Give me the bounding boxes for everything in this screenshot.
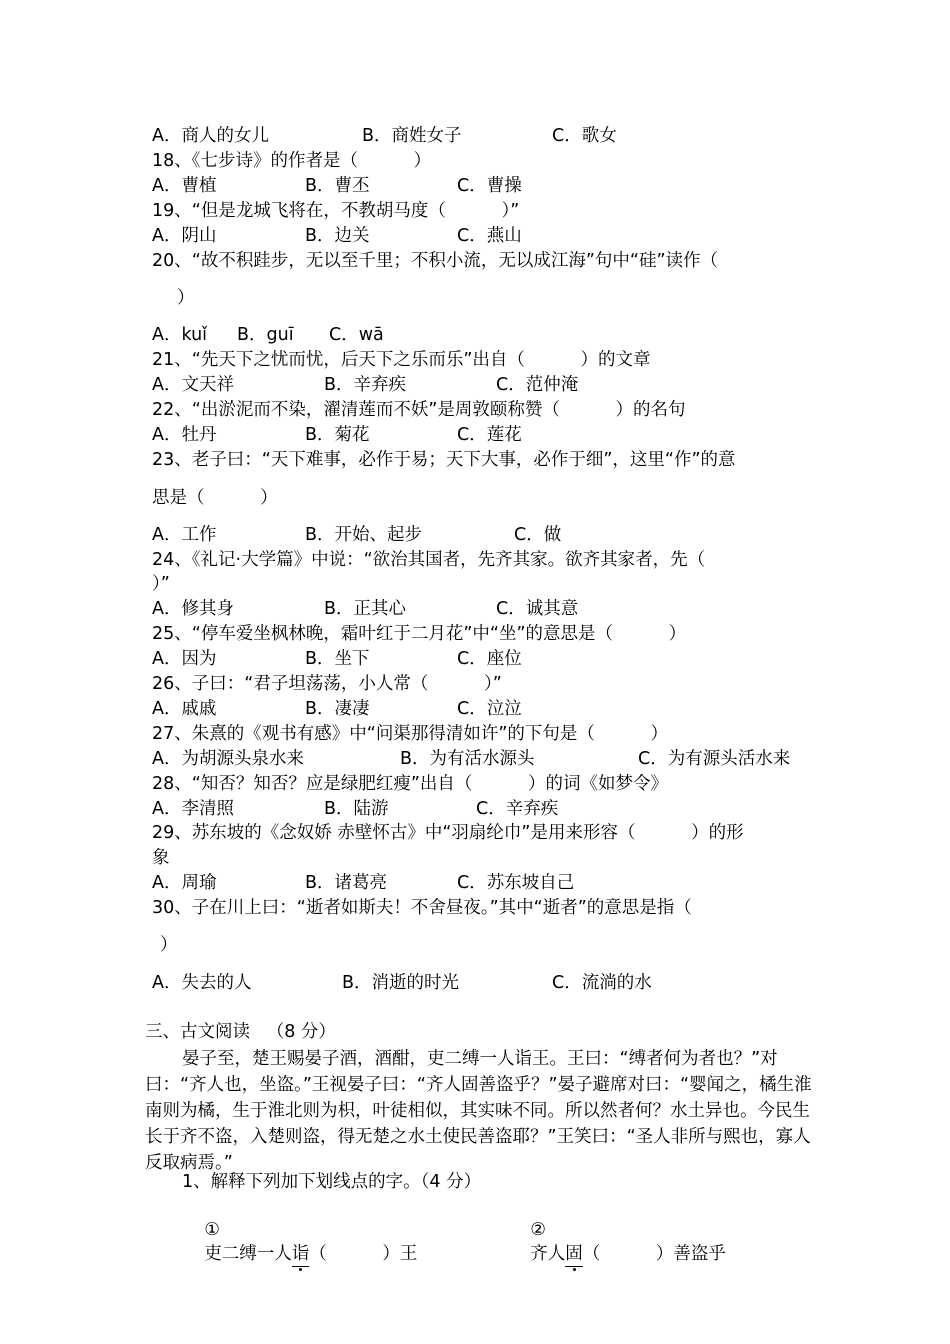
question-stem: 29、苏东坡的《念奴娇 赤壁怀古》中“羽扇纶巾”是用来形容（ ）的形 [152, 823, 744, 843]
subquestion-1: 1、解释下列加下划线点的字。（4 分） [182, 1172, 482, 1192]
option-b[interactable]: B．边关 [305, 226, 370, 246]
option-b[interactable]: B．开始、起步 [305, 525, 423, 545]
option-c[interactable]: C．辛弃疾 [476, 799, 559, 819]
option-a[interactable]: A．因为 [152, 649, 217, 669]
question-stem: 22、“出淤泥而不染，濯清莲而不妖”是周敦颐称赞（ ）的名句 [152, 400, 686, 420]
option-b[interactable]: B．辛弃疾 [324, 375, 407, 395]
gloss-item-2: ② 齐人固（ ）善盗乎 [508, 1194, 726, 1218]
option-a[interactable]: A．戚戚 [152, 699, 217, 719]
question-stem: 30、子在川上曰：“逝者如斯夫！不舍昼夜。”其中“逝者”的意思是指（ [152, 898, 692, 918]
answer-blank[interactable]: （ ） [582, 1244, 674, 1264]
option-a[interactable]: A．工作 [152, 525, 217, 545]
options-row [152, 797, 852, 821]
question-stem: 19、“但是龙城飞将在，不教胡马度（ ）” [152, 201, 520, 221]
option-c[interactable]: C．座位 [457, 649, 522, 669]
options-row [152, 697, 852, 721]
option-a[interactable]: A．阴山 [152, 226, 217, 246]
answer-blank[interactable]: （ ） [309, 1244, 400, 1264]
option-a[interactable]: A．曹植 [152, 176, 217, 196]
option-a[interactable]: A．失去的人 [152, 973, 252, 993]
option-a[interactable]: A．修其身 [152, 599, 234, 619]
section-3-title: 三、古文阅读 （8 分） [145, 1022, 336, 1042]
question-stem: 28、“知否？知否？应是绿肥红瘦”出自（ ）的词《如梦令》 [152, 774, 669, 794]
options-row [152, 647, 852, 671]
option-a[interactable]: A．商人的女儿 [152, 126, 269, 146]
question-stem-continued: 思是（ ） [152, 488, 278, 508]
question-stem: 26、子曰：“君子坦荡荡，小人常（ ）” [152, 674, 502, 694]
option-b[interactable]: B．凄凄 [305, 699, 370, 719]
option-c[interactable]: C．wā [329, 325, 384, 345]
question-stem: 27、朱熹的《观书有感》中“问渠那得清如许”的下句是（ ） [152, 724, 669, 744]
option-a[interactable]: A．周瑜 [152, 873, 217, 893]
option-c[interactable]: C．做 [514, 525, 562, 545]
option-b[interactable]: B．消逝的时光 [342, 973, 460, 993]
option-a[interactable]: A．李清照 [152, 799, 234, 819]
option-b[interactable]: B．坐下 [305, 649, 370, 669]
dotted-char: 诣 [292, 1242, 310, 1267]
option-b[interactable]: B．诸葛亮 [305, 873, 388, 893]
question-stem: 21、“先天下之忧而忧，后天下之乐而乐”出自（ ）的文章 [152, 350, 651, 370]
option-b[interactable]: B．正其心 [324, 599, 407, 619]
option-b[interactable]: B．曹丕 [305, 176, 370, 196]
option-a[interactable]: A．文天祥 [152, 375, 234, 395]
question-stem: 20、“故不积跬步，无以至千里；不积小流，无以成江海”句中“硅”读作（ [152, 251, 719, 271]
option-b[interactable]: B．guī [237, 325, 294, 345]
options-row [152, 747, 852, 771]
option-c[interactable]: C．泣泣 [457, 699, 522, 719]
option-c[interactable]: C．燕山 [457, 226, 522, 246]
options-row [152, 423, 852, 447]
options-row [152, 971, 852, 995]
options-row [152, 174, 852, 198]
options-row [152, 323, 852, 347]
options-row [152, 871, 852, 895]
question-stem: 24、《礼记·大学篇》中说：“欲治其国者，先齐其家。欲齐其家者，先（ [152, 550, 706, 570]
gloss-item-1: ① 吏二缚一人诣（ ）王 [182, 1194, 417, 1218]
option-a[interactable]: A．牡丹 [152, 425, 217, 445]
option-b[interactable]: B．商姓女子 [362, 126, 462, 146]
dotted-char: 固 [565, 1242, 583, 1267]
passage: 晏子至，楚王赐晏子酒，酒酣，吏二缚一人诣王。王曰：“缚者何为者也？”对曰：“齐人也，坐盗。”王视晏子曰：“齐人固善盗乎？”晏子避席对曰：“婴闻之，橘生淮南则为橘，生于淮北则为枳，叶徒相似，其实味不同。所以然者何？水土异也。今民生长于齐不盗，入楚则盗，得无楚之水土使民善盗耶？”王笑曰：“圣人非所与熙也，寡人反取病焉。” [145, 1049, 812, 1173]
option-c[interactable]: C．曹操 [457, 176, 522, 196]
options-row [152, 373, 852, 397]
option-c[interactable]: C．苏东坡自己 [457, 873, 575, 893]
option-c[interactable]: C．诚其意 [496, 599, 579, 619]
option-a[interactable]: A．为胡源头泉水来 [152, 749, 304, 769]
option-a[interactable]: A．kuǐ [152, 325, 208, 345]
option-c[interactable]: C．流淌的水 [552, 973, 652, 993]
question-stem-continued: ）” [152, 574, 170, 594]
option-b[interactable]: B．为有活水源头 [400, 749, 535, 769]
question-stem-continued: 象 [152, 848, 170, 868]
options-row [152, 597, 852, 621]
question-stem-continued: ） [177, 288, 195, 308]
question-stem: 25、“停车爱坐枫林晚，霜叶红于二月花”中“坐”的意思是（ ） [152, 624, 687, 644]
option-c[interactable]: C．范仲淹 [496, 375, 579, 395]
option-c[interactable]: C．为有源头活水来 [638, 749, 791, 769]
option-c[interactable]: C．莲花 [457, 425, 522, 445]
question-stem: 18、《七步诗》的作者是（ ） [152, 151, 432, 171]
question-stem-continued: ） [160, 935, 178, 955]
options-row [152, 224, 852, 248]
option-b[interactable]: B．陆游 [324, 799, 389, 819]
option-b[interactable]: B．菊花 [305, 425, 370, 445]
question-stem: 23、老子曰：“天下难事，必作于易；天下大事，必作于细”，这里“作”的意 [152, 450, 736, 470]
options-row [152, 124, 852, 148]
options-row [152, 523, 852, 547]
option-c[interactable]: C．歌女 [552, 126, 617, 146]
